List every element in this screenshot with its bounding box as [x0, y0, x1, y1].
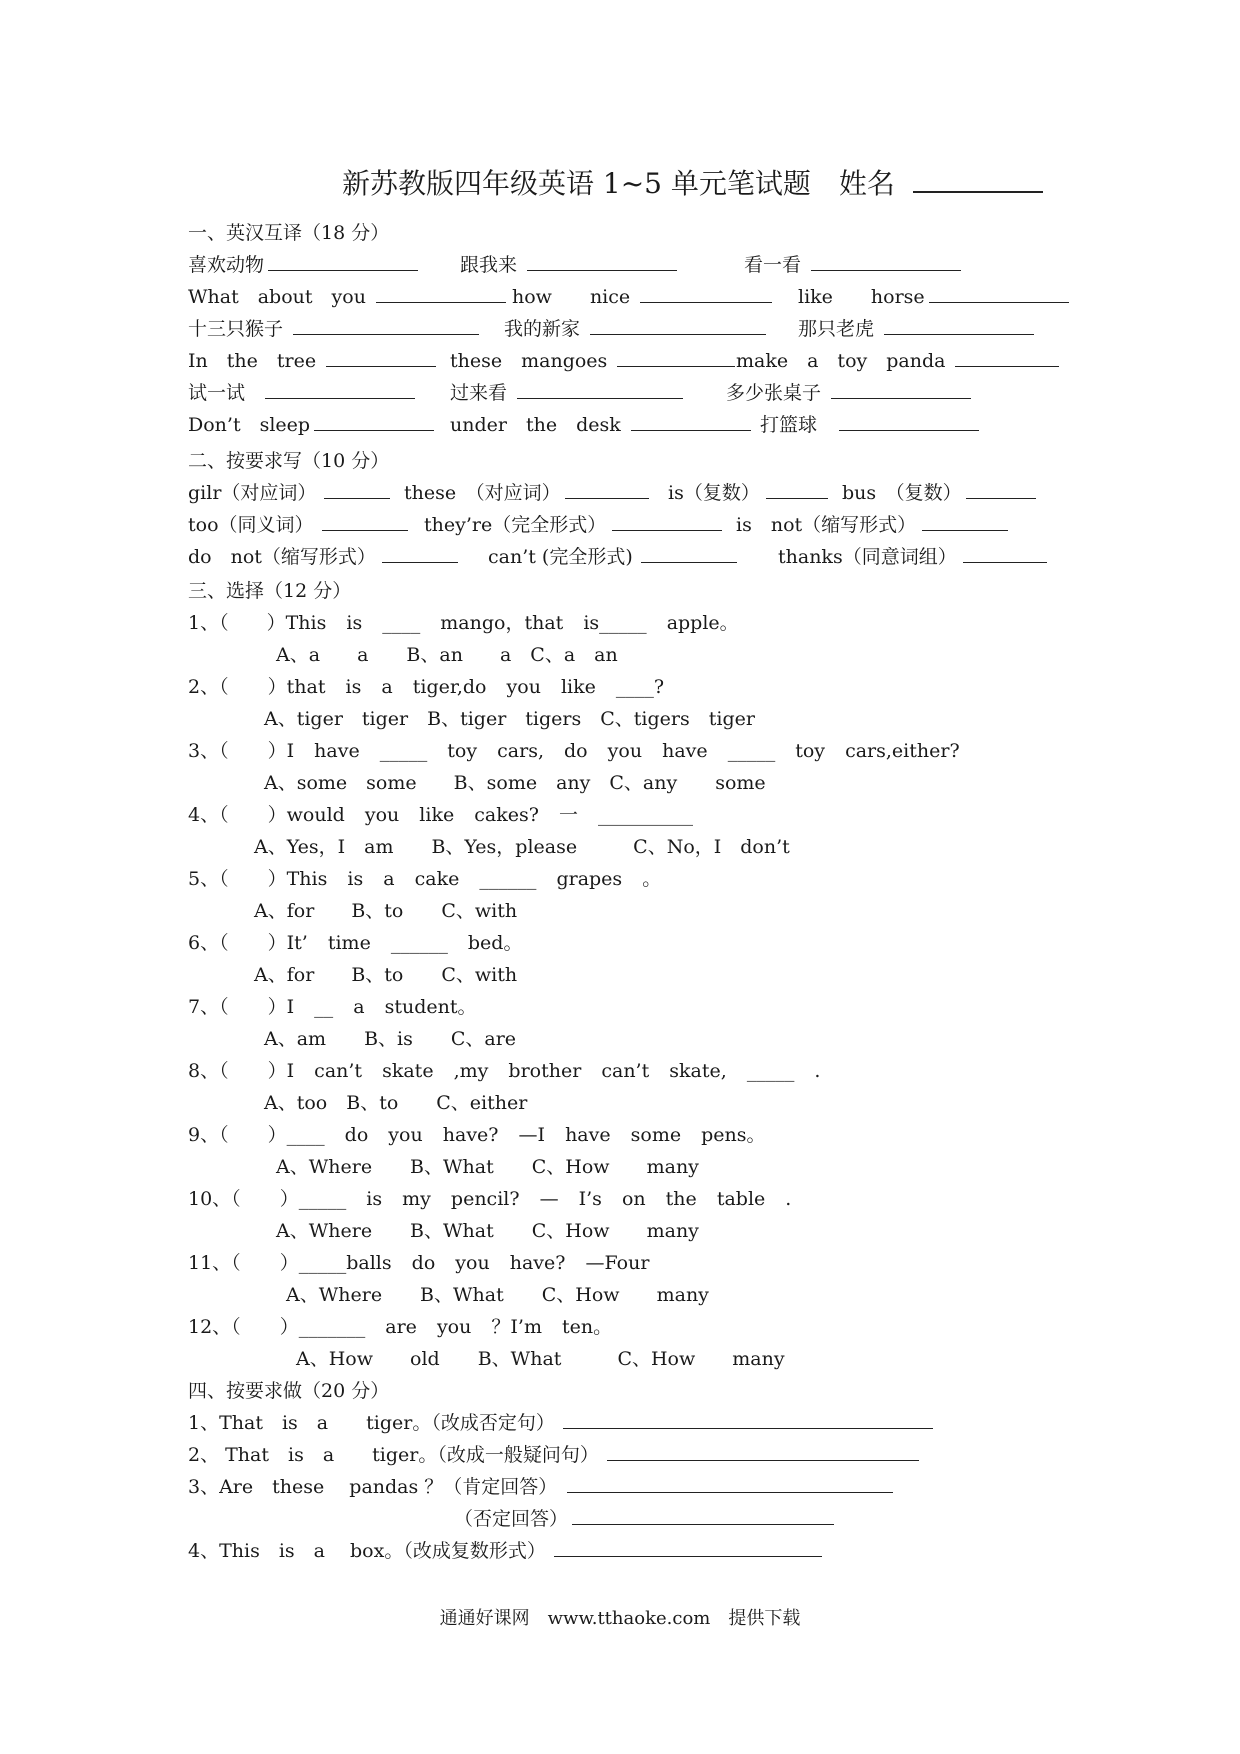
- question-11-options: A、Where B、What C、How many: [286, 1284, 709, 1306]
- question-5-options: A、for B、to C、with: [254, 900, 518, 922]
- question-4-options: A、Yes，I am B、Yes，please C、No，I don’t: [254, 836, 790, 858]
- question-9-options: A、Where B、What C、How many: [276, 1156, 699, 1178]
- answer-blank[interactable]: [326, 346, 436, 367]
- question-10-options: A、Where B、What C、How many: [276, 1220, 699, 1242]
- s1-row-1: [188, 250, 1068, 282]
- question-2-options: A、tiger tiger B、tiger tigers C、tigers tiger: [264, 708, 755, 730]
- s1-item: 看一看: [744, 250, 961, 277]
- answer-blank[interactable]: [314, 410, 434, 431]
- question-9: 9、（ ）____ do you have? —I have some pens。: [188, 1124, 766, 1146]
- question-7: 7、（ ）I __ a student。: [188, 996, 477, 1018]
- answer-blank[interactable]: [324, 478, 390, 499]
- question-1: 1、（ ）This is ____ mango，that is_____ apple。: [188, 612, 739, 634]
- answer-blank[interactable]: [322, 510, 408, 531]
- answer-blank[interactable]: [527, 250, 677, 271]
- answer-blank[interactable]: [811, 250, 961, 271]
- answer-blank[interactable]: [572, 1504, 834, 1525]
- answer-blank[interactable]: [631, 410, 751, 431]
- s4-item-3: 3、Are these pandas ？（肯定回答）: [188, 1472, 988, 1504]
- answer-blank[interactable]: [382, 542, 458, 563]
- answer-blank[interactable]: [922, 510, 1008, 531]
- s1-row-4: In the tree these mangoes make a toy panda: [188, 346, 1068, 378]
- section4-heading: 四、按要求做（20 分）: [188, 1380, 390, 1402]
- s1-row-2: What about you how nice like horse: [188, 282, 1068, 314]
- s1-item: 喜欢动物: [188, 250, 418, 277]
- answer-blank[interactable]: [839, 410, 979, 431]
- question-2: 2、（ ）that is a tiger,do you like ____?: [188, 676, 665, 698]
- answer-blank[interactable]: [590, 314, 766, 335]
- answer-blank[interactable]: [563, 1408, 933, 1429]
- section3-heading: 三、选择（12 分）: [188, 580, 352, 602]
- question-3: 3、（ ）I have _____ toy cars, do you have _____ toy cars,either?: [188, 740, 960, 762]
- question-4: 4、（ ）would you like cakes? 一 __________: [188, 804, 693, 826]
- answer-blank[interactable]: [607, 1440, 919, 1461]
- answer-blank[interactable]: [966, 478, 1036, 499]
- answer-blank[interactable]: [612, 510, 722, 531]
- s2-row-2: too（同义词） they’re（完全形式） is not（缩写形式）: [188, 510, 1068, 542]
- section1-heading: 一、英汉互译（18 分）: [188, 222, 390, 244]
- answer-blank[interactable]: [268, 250, 418, 271]
- answer-blank[interactable]: [929, 282, 1069, 303]
- s1-item: 跟我来: [460, 250, 677, 277]
- answer-blank[interactable]: [641, 542, 737, 563]
- question-12: 12、（ ）_______ are you ？I’m ten。: [188, 1316, 613, 1338]
- question-10: 10、（ ）_____ is my pencil? — I’s on the table .: [188, 1188, 792, 1210]
- s1-row-6: Don’t sleep under the desk 打篮球: [188, 410, 1068, 442]
- answer-blank[interactable]: [831, 378, 971, 399]
- question-8-options: A、too B、to C、either: [264, 1092, 528, 1114]
- page-footer: 通通好课网 www.tthaoke.com 提供下载: [439, 1608, 801, 1629]
- answer-blank[interactable]: [554, 1536, 822, 1557]
- s1-row-3: 十三只猴子 我的新家 那只老虎: [188, 314, 1068, 346]
- title-text: 新苏教版四年级英语 1~5 单元笔试题 姓名: [342, 167, 895, 200]
- answer-blank[interactable]: [565, 478, 649, 499]
- s4-item-1: 1、That is a tiger。（改成否定句）: [188, 1408, 988, 1440]
- question-6-options: A、for B、to C、with: [254, 964, 518, 986]
- s4-item-3b: （否定回答）: [454, 1504, 954, 1536]
- answer-blank[interactable]: [640, 282, 772, 303]
- answer-blank[interactable]: [265, 378, 415, 399]
- s4-item-2: 2、 That is a tiger。（改成一般疑问句）: [188, 1440, 988, 1472]
- s4-item-4: 4、This is a box。（改成复数形式）: [188, 1536, 988, 1568]
- question-7-options: A、am B、is C、are: [264, 1028, 517, 1050]
- answer-blank[interactable]: [884, 314, 1034, 335]
- question-11: 11、（ ）_____balls do you have? —Four: [188, 1252, 650, 1274]
- question-5: 5、（ ）This is a cake ______ grapes 。: [188, 868, 662, 890]
- answer-blank[interactable]: [963, 542, 1047, 563]
- s1-row-5: 试一试 过来看 多少张桌子: [188, 378, 1068, 410]
- answer-blank[interactable]: [376, 282, 506, 303]
- page-title: [342, 162, 1043, 202]
- question-3-options: A、some some B、some any C、any some: [264, 772, 766, 794]
- answer-blank[interactable]: [955, 346, 1059, 367]
- question-6: 6、（ ）It’ time ______ bed。: [188, 932, 523, 954]
- s2-row-3: do not（缩写形式） can’t (完全形式) thanks（同意词组）: [188, 542, 1068, 574]
- section2-heading: 二、按要求写（10 分）: [188, 450, 390, 472]
- question-8: 8、（ ）I can’t skate ,my brother can’t skate, _____ .: [188, 1060, 821, 1082]
- name-blank[interactable]: [913, 169, 1043, 193]
- answer-blank[interactable]: [567, 1472, 893, 1493]
- answer-blank[interactable]: [293, 314, 479, 335]
- answer-blank[interactable]: [517, 378, 683, 399]
- question-12-options: A、How old B、What C、How many: [296, 1348, 785, 1370]
- s2-row-1: gilr（对应词） these （对应词） is（复数） bus （复数）: [188, 478, 1068, 510]
- answer-blank[interactable]: [766, 478, 828, 499]
- question-1-options: A、a a B、an a C、a an: [276, 644, 618, 666]
- answer-blank[interactable]: [617, 346, 735, 367]
